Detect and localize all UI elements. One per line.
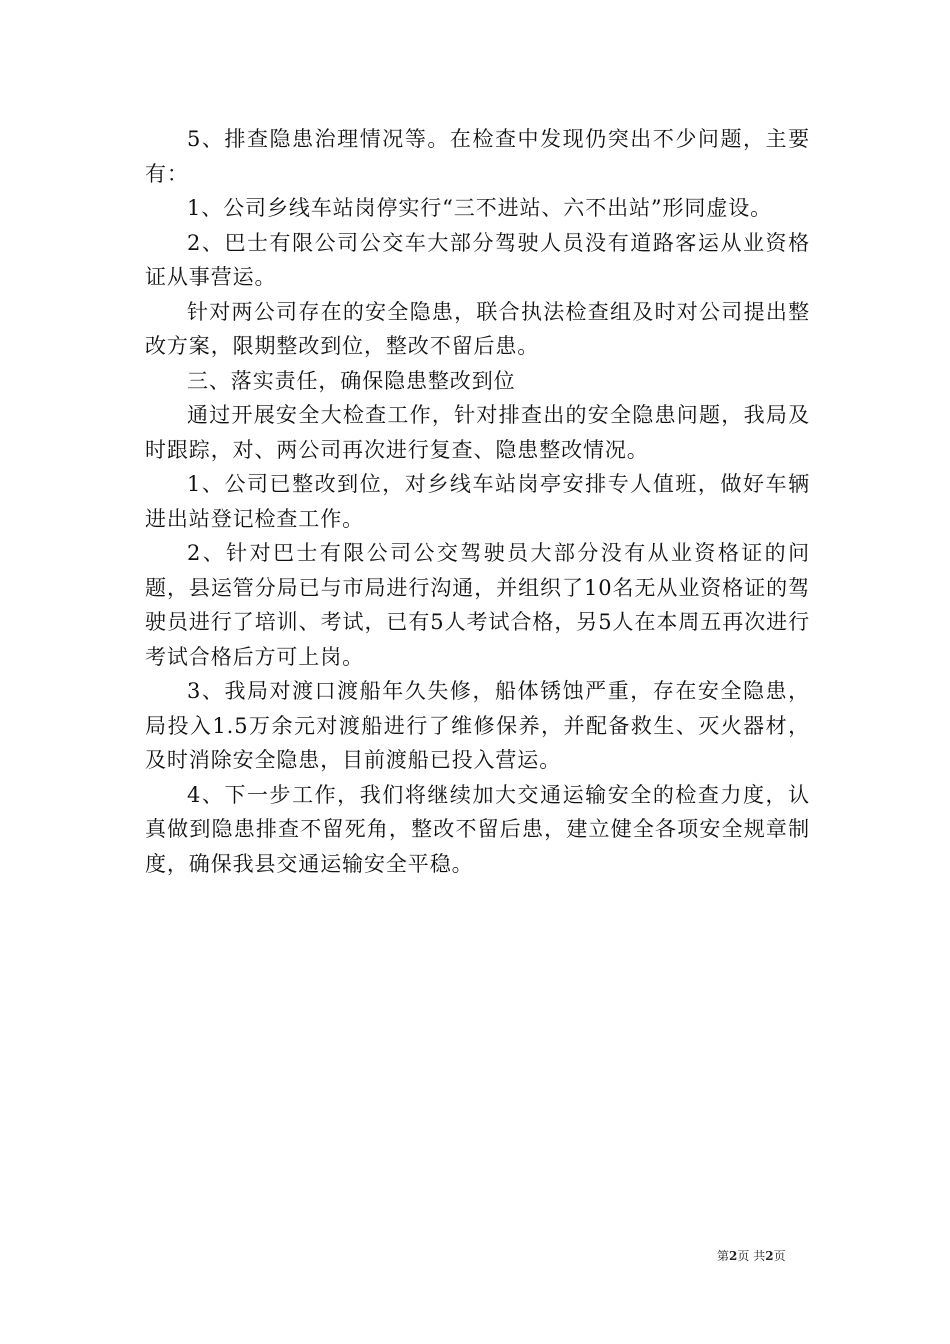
footer-middle: 页 共	[737, 1249, 766, 1263]
footer-total-pages: 2	[765, 1249, 774, 1263]
footer-prefix: 第	[717, 1249, 730, 1263]
paragraph-next-steps: 4、下一步工作，我们将继续加大交通运输安全的检查力度，认真做到隐患排查不留死角，整改不留后患，建立健全各项安全规章制度，确保我县交通运输安全平稳。	[145, 782, 810, 876]
paragraph-rectification-plan: 针对两公司存在的安全隐患，联合执法检查组及时对公司提出整改方案，限期整改到位，整改不留后患。	[145, 299, 810, 358]
paragraph-result-3: 3、我局对渡口渡船年久失修，船体锈蚀严重，存在安全隐患，局投入1.5万余元对渡船进行了维修保养，并配备救生、灭火器材，及时消除安全隐患，目前渡船已投入营运。	[145, 679, 810, 772]
paragraph-item-5: 5、排查隐患治理情况等。在检查中发现仍突出不少问题，主要有：	[145, 127, 810, 186]
document-body	[145, 122, 810, 881]
paragraph-result-1: 1、公司已整改到位，对乡线车站岗亭安排专人值班，做好车辆进出站登记检查工作。	[145, 472, 810, 531]
paragraph-result-2: 2、针对巴士有限公司公交驾驶员大部分没有从业资格证的问题，县运管分局已与市局进行沟通，并组织了10名无从业资格证的驾驶员进行了培训、考试，已有5人考试合格，另5人在本周五再次进行考试合格后方可上岗。	[145, 541, 810, 669]
paragraph-issue-1: 1、公司乡线车站岗停实行“三不进站、六不出站”形同虚设。	[187, 196, 773, 220]
section-heading-3: 三、落实责任，确保隐患整改到位	[187, 368, 516, 393]
paragraph-issue-2: 2、巴士有限公司公交车大部分驾驶人员没有道路客运从业资格证从事营运。	[145, 230, 810, 289]
paragraph-follow-up: 通过开展安全大检查工作，针对排查出的安全隐患问题，我局及时跟踪，对、两公司再次进行复查、隐患整改情况。	[145, 403, 810, 462]
footer-current-page: 2	[729, 1249, 738, 1263]
page-number-footer	[717, 1248, 817, 1264]
footer-suffix: 页	[773, 1249, 786, 1263]
